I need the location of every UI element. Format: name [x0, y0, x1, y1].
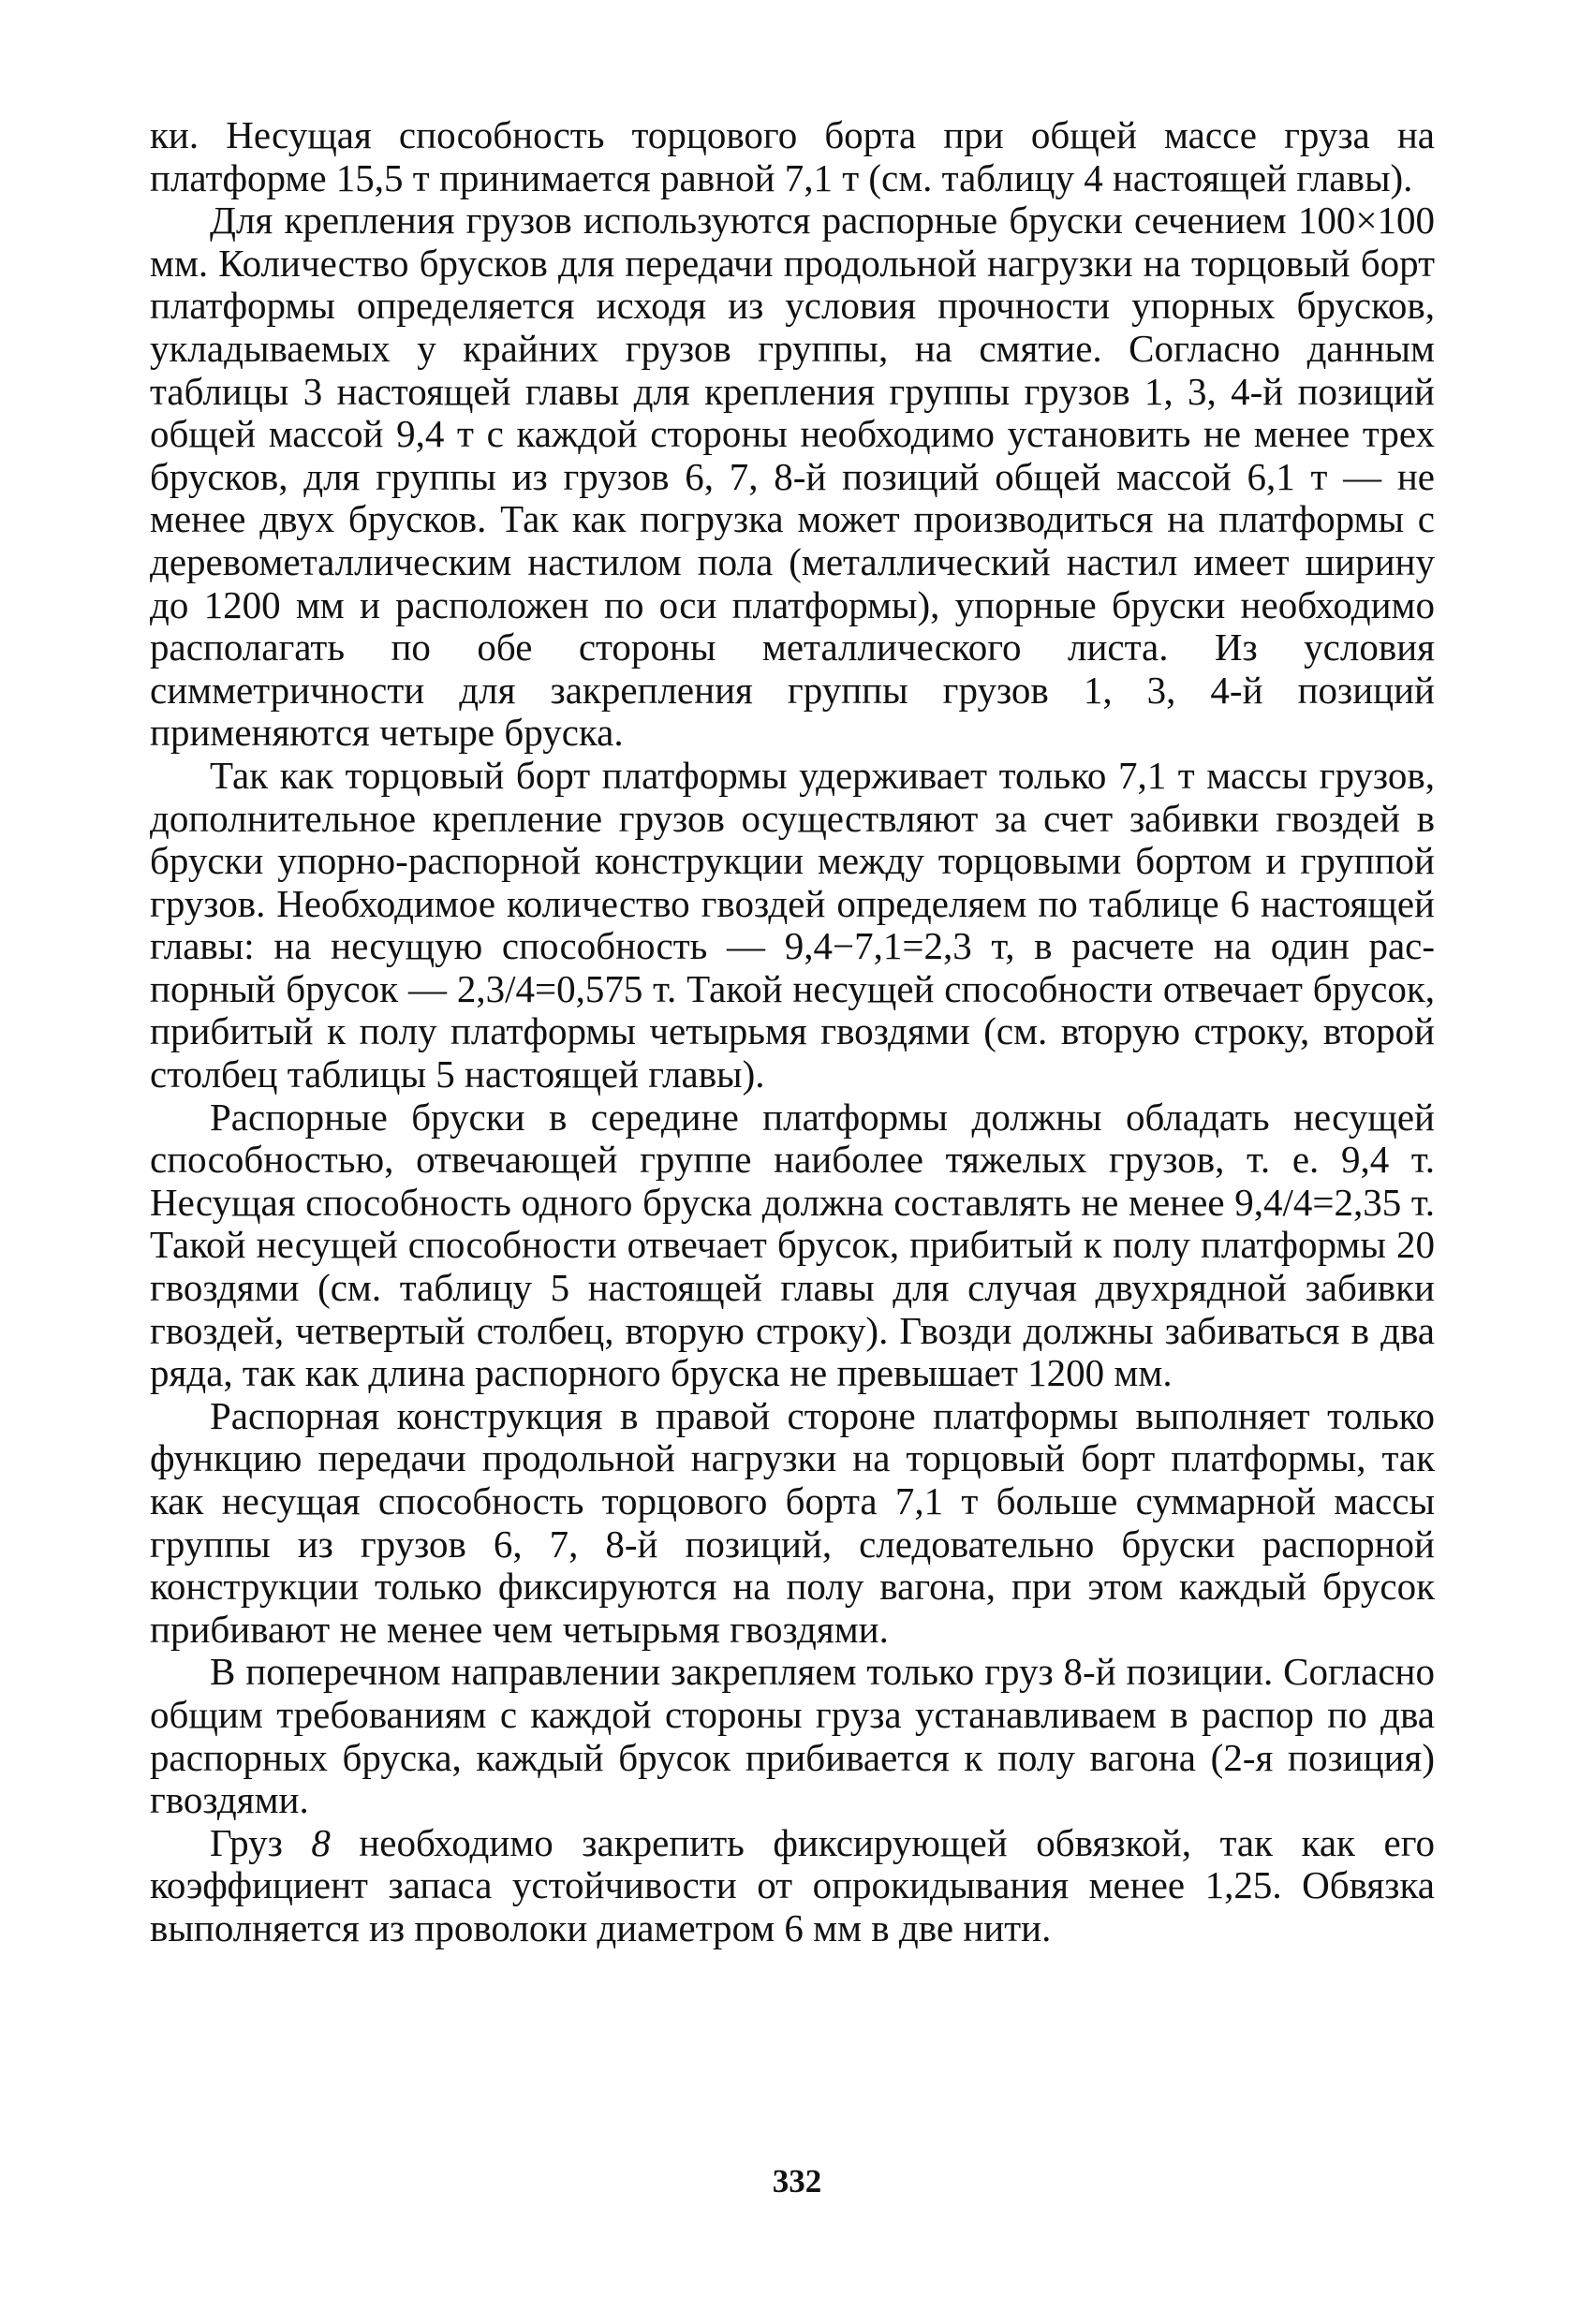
- paragraph-right-side-construction: Распорная конструкция в правой стороне платформы выполняет только функцию передачи продольной нагрузки на торцовый борт платформы, так как несущая способность торцового борта 7,1 т больше суммарной массы группы из грузов 6, 7, 8-й позиций, следовательно бруски распорной конструкции только фиксируются на полу вагона, при этом каждый брусок прибивают не менее чем четырьмя гвоздями.: [150, 1393, 1435, 1651]
- page-number: 332: [772, 2163, 822, 2199]
- paragraph-end-wall-nails: Так как торцовый борт платформы удерживает только 7,1 т массы грузов, дополнительное крепление грузов осуществляют за счет забивки гвоздей в бруски упорно-распорной конструкции между торцовыми бортом и группой грузов. Необходимое количество гвоздей определяем по таблице 6 настоящей главы: на несущую способность — 9,4−7,1=2,3 т, в расчете на один распорный брусок — 2,3/4=0,575 т. Такой несущей способности отвечает брусок, прибитый к полу платформы четырьмя гвоздями (см. вторую строку, второй столбец таблицы 5 настоящей главы).: [150, 753, 1435, 1096]
- paragraph-bars-count: Для крепления грузов используются распорные бруски сечением 100×100 мм. Количество брусков для передачи продольной нагрузки на торцовый борт платформы определяется исходя из условия прочности упорных брусков, укладываемых у крайних грузов группы, на смятие. Согласно данным таблицы 3 настоящей главы для крепления группы грузов 1, 3, 4-й позиций общей массой 9,4 т с каждой стороны необходимо установить не менее трех брусков, для группы из грузов 6, 7, 8-й позиций общей массой 6,1 т — не менее двух брусков. Так как погрузка может производиться на платформы с деревометаллическим настилом пола (металлический настил имеет ширину до 1200 мм и расположен по оси платформы), упорные бруски необходимо располагать по обе стороны металлического листа. Из условия симметричности для закрепления группы грузов 1, 3, 4-й позиций применяются четыре бруска.: [150, 199, 1435, 755]
- paragraph-transverse-fastening: В поперечном направлении закрепляем только груз 8-й позиции. Согласно общим требованиям с каждой стороны груза устанавливаем в распор по два распорных бруска, каждый брусок прибивается к полу вагона (2-я позиция) гвоздями.: [150, 1650, 1435, 1822]
- paragraph-continuation: ки. Несущая способность торцового борта при общей массе груза на платформе 15,5 т принимается равной 7,1 т (см. таблицу 4 настоящей главы).: [150, 113, 1435, 199]
- paragraph-cargo-8-tie: Груз 8 необходимо закрепить фиксирующей обвязкой, так как его коэффициент запаса устойчивости от опрокидывания менее 1,25. Обвязка выполняется из проволоки диаметром 6 мм в две нити.: [150, 1820, 1435, 1949]
- paragraph-middle-bars: Распорные бруски в середине платформы должны обладать несущей способностью, отвечающей группе наиболее тяжелых грузов, т. е. 9,4 т. Несущая способность одного бруска должна составлять не менее 9,4/4=2,35 т. Такой несущей способности отвечает брусок, прибитый к полу платформы 20 гвоздями (см. таблицу 5 настоящей главы для случая двухрядной забивки гвоздей, четвертый столбец, вторую строку). Гвозди должны забиваться в два ряда, так как длина распорного бруска не превышает 1200 мм.: [150, 1095, 1435, 1395]
- body-text: [150, 114, 1435, 1950]
